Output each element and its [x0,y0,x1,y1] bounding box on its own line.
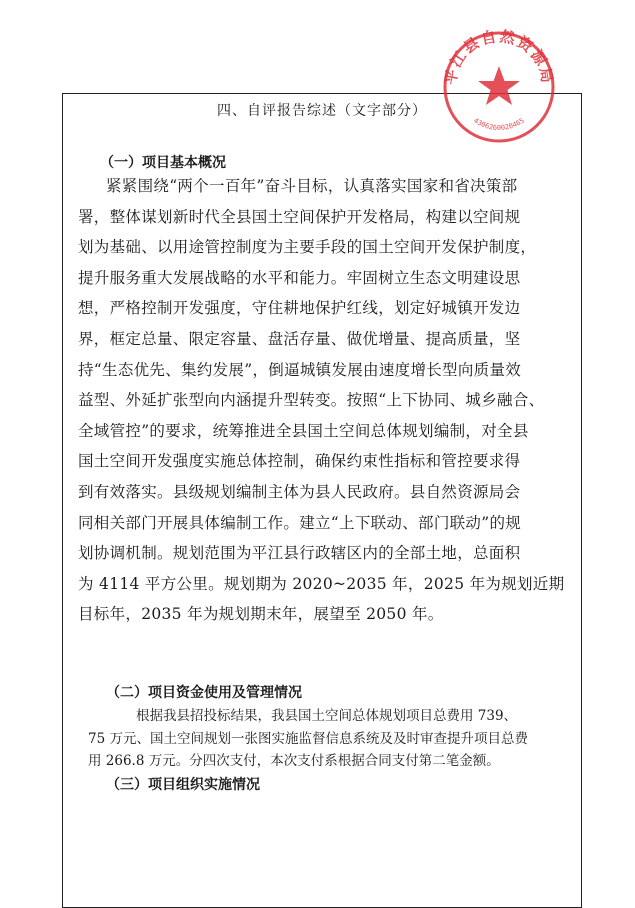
paragraph-line: 界，框定总量、限定容量、盘活存量、做优增量、提高质量，坚 [78,329,521,348]
paragraph-line: 益型、外延扩张型向内涵提升型转变。按照“上下协同、城乡融合、 [78,391,545,410]
subsection-2-heading: （二）项目资金使用及管理情况 [106,685,302,701]
paragraph-line: 提升服务重大发展战略的水平和能力。牢固树立生态文明建设思 [78,268,521,287]
subsection-1-body [78,171,564,630]
paragraph-line: 同相关部门开展具体编制工作。建立“上下联动、部门联动”的规 [78,513,522,532]
paragraph-line: 用 266.8 万元。分四次支付，本次支付系根据合同支付第二笔金额。 [88,753,500,769]
paragraph-line: 持“生态优先、集约发展”，倒逼城镇发展由速度增长型向质量效 [78,360,522,379]
paragraph-line: 划为基础、以用途管控制度为主要手段的国土空间开发保护制度， [78,238,537,257]
paragraph-line: 署，整体谋划新时代全县国土空间保护开发格局，构建以空间规 [78,207,521,226]
official-seal [440,28,558,146]
star-icon [478,66,520,105]
subsection-3-heading: （三）项目组织实施情况 [106,777,260,793]
paragraph-line: 国土空间开发强度实施总体控制，确保约束性指标和管控要求得 [78,452,521,471]
paragraph-line: 根据我县招投标结果，我县国土空间总体规划项目总费用 739、 [136,708,518,724]
section-title: 四、自评报告综述（文字部分） [217,103,427,119]
paragraph-line: 划协调机制。规划范围为平江县行政辖区内的全部土地，总面积 [78,544,521,563]
paragraph-line: 到有效落实。县级规划编制主体为县人民政府。县自然资源局会 [78,482,521,501]
seal-code: 4306260020465 [472,116,526,133]
subsection-1-heading: （一）项目基本概况 [100,155,226,171]
subsection-2-body [78,705,564,773]
paragraph-line: 想，严格控制开发强度，守住耕地保护红线，划定好城镇开发边 [78,299,521,318]
paragraph-line: 全域管控”的要求，统筹推进全县国土空间总体规划编制，对全县 [78,421,529,440]
paragraph-line: 75 万元、国土空间规划一张图实施监督信息系统及及时审查提升项目总费 [88,730,528,747]
paragraph-line: 为 4114 平方公里。规划期为 2020~2035 年，2025 年为规划近期 [78,574,565,593]
paragraph-line: 紧紧围绕“两个一百年”奋斗目标，认真落实国家和省决策部 [106,177,518,195]
paragraph-line: 目标年，2035 年为规划期末年，展望至 2050 年。 [78,605,444,624]
seal-text: 平江县自然资源局 [441,28,557,87]
svg-text:4306260020465 [472,117,526,132]
